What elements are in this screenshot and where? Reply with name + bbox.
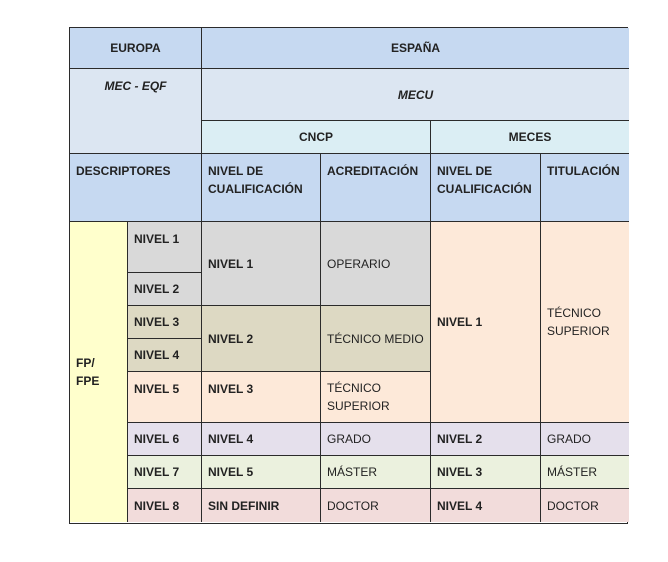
meces-nivel-1: NIVEL 1 bbox=[431, 222, 541, 423]
header-espana: ESPAÑA bbox=[202, 28, 629, 69]
col-descriptores: DESCRIPTORES bbox=[70, 154, 202, 222]
titulacion-master: MÁSTER bbox=[541, 456, 629, 489]
acreditacion-grado: GRADO bbox=[321, 423, 431, 456]
cncp-nivel-1: NIVEL 1 bbox=[202, 222, 321, 306]
acreditacion-tecnico-medio: TÉCNICO MEDIO bbox=[321, 306, 431, 372]
col-titulacion: TITULACIÓN bbox=[541, 154, 629, 222]
acreditacion-master: MÁSTER bbox=[321, 456, 431, 489]
meces-nivel-4: NIVEL 4 bbox=[431, 489, 541, 522]
eqf-level-1: NIVEL 1 bbox=[128, 222, 202, 273]
header-meces: MECES bbox=[431, 121, 629, 154]
col-nivel-cualificacion-meces: NIVEL DE CUALIFICACIÓN bbox=[431, 154, 541, 222]
titulacion-doctor: DOCTOR bbox=[541, 489, 629, 522]
cncp-nivel-3: NIVEL 3 bbox=[202, 372, 321, 423]
acreditacion-tecnico-superior: TÉCNICO SUPERIOR bbox=[321, 372, 431, 423]
cncp-nivel-4: NIVEL 4 bbox=[202, 423, 321, 456]
eqf-level-2: NIVEL 2 bbox=[128, 273, 202, 306]
header-cncp: CNCP bbox=[202, 121, 431, 154]
eqf-level-7: NIVEL 7 bbox=[128, 456, 202, 489]
meces-nivel-3: NIVEL 3 bbox=[431, 456, 541, 489]
titulacion-tecnico-superior: TÉCNICO SUPERIOR bbox=[541, 222, 629, 423]
eqf-level-3: NIVEL 3 bbox=[128, 306, 202, 339]
eqf-level-5: NIVEL 5 bbox=[128, 372, 202, 423]
header-mec-eqf: MEC - EQF bbox=[70, 69, 202, 154]
meces-nivel-2: NIVEL 2 bbox=[431, 423, 541, 456]
eqf-level-6: NIVEL 6 bbox=[128, 423, 202, 456]
cncp-nivel-2: NIVEL 2 bbox=[202, 306, 321, 372]
titulacion-grado: GRADO bbox=[541, 423, 629, 456]
col-acreditacion: ACREDITACIÓN bbox=[321, 154, 431, 222]
qualifications-table bbox=[69, 27, 628, 524]
cncp-nivel-sin-definir: SIN DEFINIR bbox=[202, 489, 321, 522]
acreditacion-operario: OPERARIO bbox=[321, 222, 431, 306]
header-europa: EUROPA bbox=[70, 28, 202, 69]
header-mecu: MECU bbox=[202, 69, 629, 121]
eqf-level-8: NIVEL 8 bbox=[128, 489, 202, 522]
cncp-nivel-5: NIVEL 5 bbox=[202, 456, 321, 489]
fp-fpe-label: FP/ FPE bbox=[70, 222, 128, 522]
acreditacion-doctor: DOCTOR bbox=[321, 489, 431, 522]
eqf-level-4: NIVEL 4 bbox=[128, 339, 202, 372]
col-nivel-cualificacion-cncp: NIVEL DE CUALIFICACIÓN bbox=[202, 154, 321, 222]
